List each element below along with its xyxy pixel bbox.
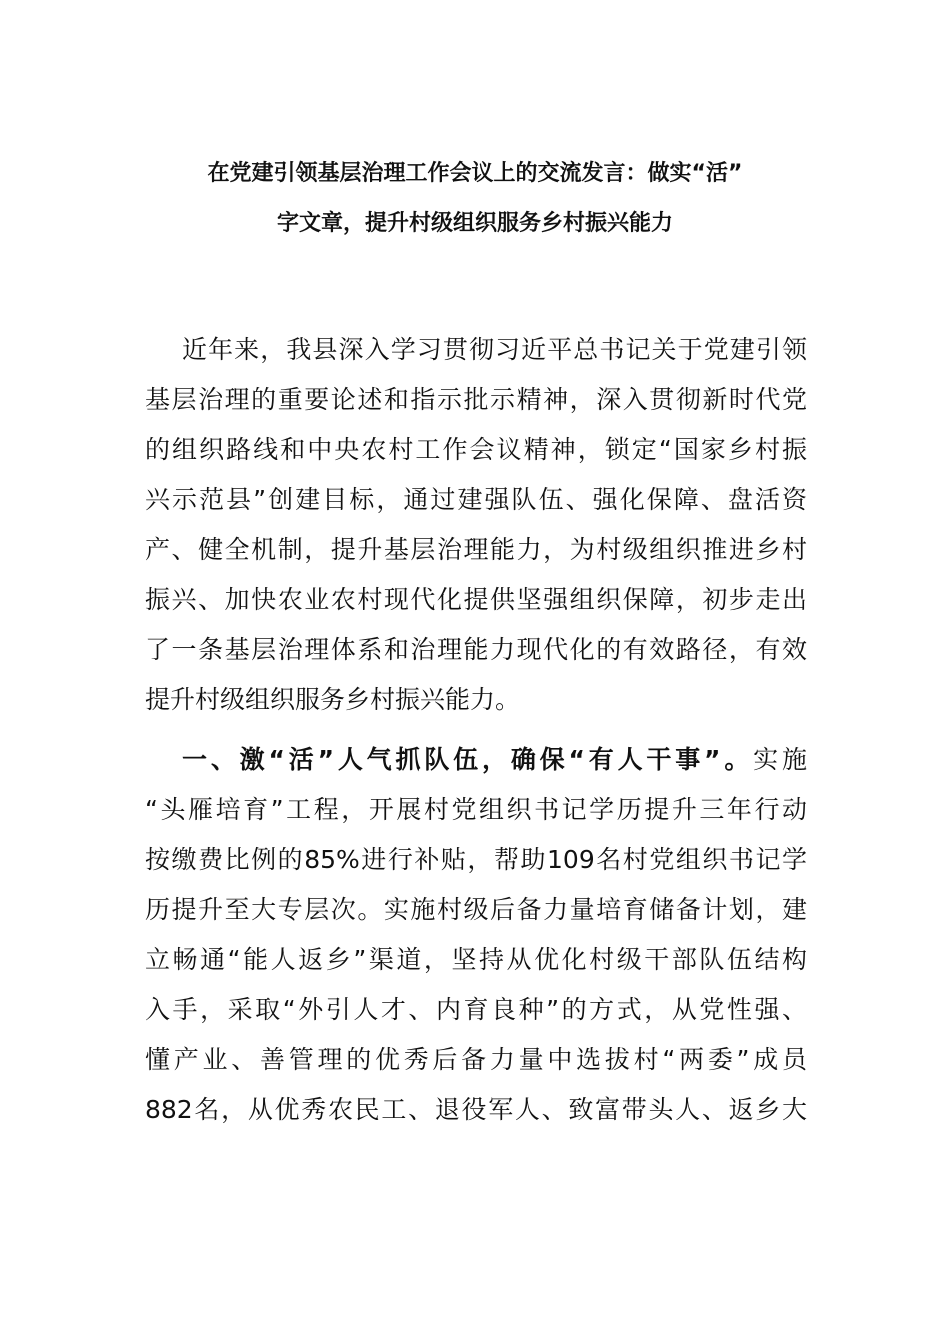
- document-title-line-1: 在党建引领基层治理工作会议上的交流发言：做实“活”: [207, 161, 743, 186]
- paragraph-line: 兴示范县”创建目标，通过建强队伍、强化保障、盘活资: [145, 485, 807, 514]
- paragraph-line: 立畅通“能人返乡”渠道，坚持从优化村级干部队伍结构: [145, 945, 807, 974]
- section-1-first-line: [182, 743, 807, 777]
- paragraph-line: “头雁培育”工程，开展村党组织书记学历提升三年行动: [145, 795, 807, 824]
- paragraph-line: 入手，采取“外引人才、内育良种”的方式，从党性强、: [145, 995, 807, 1024]
- section-1-first-line-rest: 实施: [753, 745, 807, 774]
- paragraph-line: 懂产业、善管理的优秀后备力量中选拔村“两委”成员: [145, 1045, 807, 1074]
- paragraph-line: 历提升至大专层次。实施村级后备力量培育储备计划，建: [145, 895, 807, 924]
- document-title-line-2: 字文章，提升村级组织服务乡村振兴能力: [276, 211, 673, 236]
- paragraph-line: 近年来，我县深入学习贯彻习近平总书记关于党建引领: [182, 335, 807, 364]
- paragraph-line: 按缴费比例的85%进行补贴，帮助109名村党组织书记学: [145, 845, 807, 874]
- paragraph-line: 振兴、加快农业农村现代化提供坚强组织保障，初步走出: [145, 585, 807, 614]
- paragraph-line: 产、健全机制，提升基层治理能力，为村级组织推进乡村: [145, 535, 807, 564]
- paragraph-line: 基层治理的重要论述和指示批示精神，深入贯彻新时代党: [145, 385, 807, 414]
- paragraph-line: 882名，从优秀农民工、退役军人、致富带头人、返乡大: [145, 1095, 807, 1124]
- paragraph-line: 了一条基层治理体系和治理能力现代化的有效路径，有效: [145, 635, 807, 664]
- section-1-heading: 一、激“活”人气抓队伍，确保“有人干事”。: [182, 745, 754, 774]
- paragraph-line: 提升村级组织服务乡村振兴能力。: [145, 685, 521, 714]
- paragraph-line: 的组织路线和中央农村工作会议精神，锁定“国家乡村振: [145, 435, 807, 464]
